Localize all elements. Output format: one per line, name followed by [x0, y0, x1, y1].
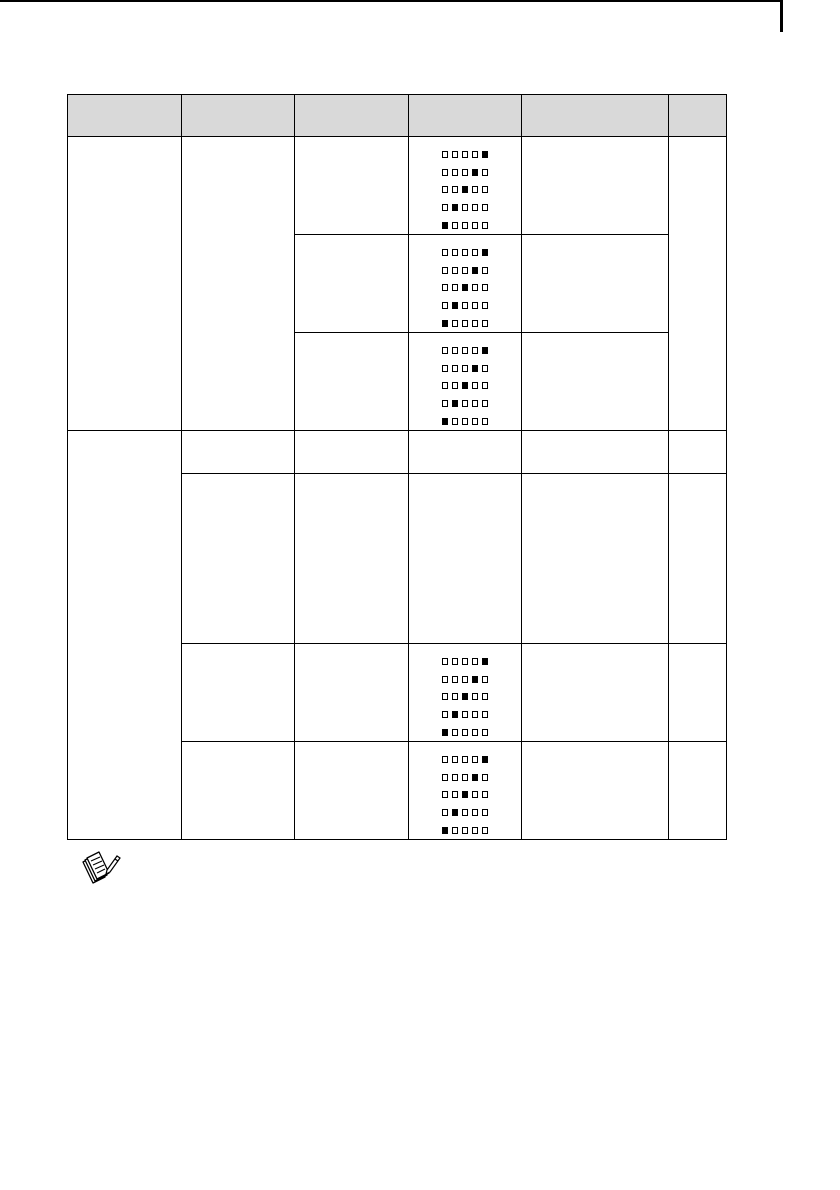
filled-square-icon [482, 249, 488, 256]
empty-square-icon [472, 382, 478, 389]
option-cell [295, 333, 409, 431]
empty-square-icon [462, 222, 468, 229]
filled-square-icon [442, 320, 448, 327]
level-step [442, 821, 521, 839]
option-cell [295, 742, 409, 840]
filled-square-icon [452, 809, 458, 816]
empty-square-icon [462, 676, 468, 683]
empty-square-icon [482, 400, 488, 407]
empty-square-icon [442, 693, 448, 700]
empty-square-icon [482, 418, 488, 425]
function-cell [182, 431, 295, 474]
level-indicator [409, 146, 521, 234]
empty-square-icon [452, 827, 458, 834]
empty-square-icon [452, 756, 458, 763]
empty-square-icon [452, 169, 458, 176]
option-cell [295, 235, 409, 333]
description-cell [522, 333, 669, 431]
empty-square-icon [482, 711, 488, 718]
filled-square-icon [442, 827, 448, 834]
description-cell [522, 742, 669, 840]
level-step [442, 804, 521, 822]
empty-square-icon [442, 204, 448, 211]
empty-square-icon [472, 693, 478, 700]
empty-square-icon [452, 222, 458, 229]
filled-square-icon [452, 711, 458, 718]
empty-square-icon [452, 365, 458, 372]
level-indicator-cell [409, 644, 522, 742]
empty-square-icon [482, 186, 488, 193]
empty-square-icon [462, 418, 468, 425]
page-cell [669, 431, 727, 474]
filled-square-icon [462, 382, 468, 389]
empty-square-icon [462, 827, 468, 834]
filled-square-icon [442, 729, 448, 736]
level-step [442, 412, 521, 430]
level-step [442, 751, 521, 769]
filled-square-icon [482, 756, 488, 763]
empty-square-icon [462, 347, 468, 354]
empty-square-icon [482, 774, 488, 781]
empty-square-icon [482, 320, 488, 327]
empty-square-icon [462, 267, 468, 274]
empty-square-icon [442, 676, 448, 683]
filled-square-icon [452, 204, 458, 211]
level-indicator-cell [409, 742, 522, 840]
empty-square-icon [472, 302, 478, 309]
filled-square-icon [452, 302, 458, 309]
empty-square-icon [472, 658, 478, 665]
level-step [442, 199, 521, 217]
level-step [442, 360, 521, 378]
level-indicator-cell [409, 333, 522, 431]
header-cell [409, 95, 522, 137]
note-pencil-icon [80, 850, 122, 886]
level-indicator-cell [409, 235, 522, 333]
filled-square-icon [482, 658, 488, 665]
empty-square-icon [442, 809, 448, 816]
empty-square-icon [472, 222, 478, 229]
filled-square-icon [472, 267, 478, 274]
empty-square-icon [452, 382, 458, 389]
empty-square-icon [452, 347, 458, 354]
level-cell [409, 431, 522, 474]
empty-square-icon [482, 284, 488, 291]
option-cell [295, 644, 409, 742]
level-step [442, 671, 521, 689]
empty-square-icon [472, 711, 478, 718]
empty-square-icon [462, 365, 468, 372]
option-cell [295, 137, 409, 235]
group-cell [68, 431, 182, 840]
empty-square-icon [452, 676, 458, 683]
empty-square-icon [472, 418, 478, 425]
empty-square-icon [482, 791, 488, 798]
empty-square-icon [482, 222, 488, 229]
page-cell [669, 644, 727, 742]
empty-square-icon [482, 267, 488, 274]
empty-square-icon [462, 711, 468, 718]
empty-square-icon [482, 693, 488, 700]
empty-square-icon [452, 320, 458, 327]
filled-square-icon [462, 186, 468, 193]
empty-square-icon [482, 809, 488, 816]
empty-square-icon [452, 267, 458, 274]
filled-square-icon [462, 284, 468, 291]
level-step [442, 653, 521, 671]
empty-square-icon [472, 756, 478, 763]
empty-square-icon [452, 693, 458, 700]
empty-square-icon [462, 400, 468, 407]
level-step [442, 297, 521, 315]
empty-square-icon [462, 809, 468, 816]
empty-square-icon [442, 791, 448, 798]
level-step [442, 279, 521, 297]
empty-square-icon [462, 169, 468, 176]
function-cell [182, 644, 295, 742]
empty-square-icon [442, 756, 448, 763]
level-step [442, 262, 521, 280]
settings-table [67, 94, 727, 840]
empty-square-icon [482, 382, 488, 389]
filled-square-icon [442, 222, 448, 229]
empty-square-icon [462, 204, 468, 211]
empty-square-icon [442, 774, 448, 781]
empty-square-icon [442, 284, 448, 291]
empty-square-icon [462, 249, 468, 256]
empty-square-icon [462, 658, 468, 665]
level-step [442, 314, 521, 332]
table-row [68, 137, 727, 235]
empty-square-icon [472, 249, 478, 256]
empty-square-icon [482, 204, 488, 211]
empty-square-icon [442, 302, 448, 309]
level-indicator-cell [409, 137, 522, 235]
level-step [442, 395, 521, 413]
empty-square-icon [462, 151, 468, 158]
empty-square-icon [452, 151, 458, 158]
empty-square-icon [442, 711, 448, 718]
empty-square-icon [442, 382, 448, 389]
empty-square-icon [452, 284, 458, 291]
table-header-row [68, 95, 727, 137]
empty-square-icon [442, 400, 448, 407]
filled-square-icon [472, 365, 478, 372]
level-indicator [409, 751, 521, 839]
filled-square-icon [482, 151, 488, 158]
empty-square-icon [442, 267, 448, 274]
empty-square-icon [442, 186, 448, 193]
top-rule-tab [780, 0, 783, 32]
description-cell [522, 137, 669, 235]
filled-square-icon [462, 791, 468, 798]
empty-square-icon [472, 320, 478, 327]
header-cell [669, 95, 727, 137]
description-cell [522, 474, 669, 644]
filled-square-icon [452, 400, 458, 407]
empty-square-icon [442, 249, 448, 256]
level-step [442, 342, 521, 360]
header-cell [182, 95, 295, 137]
table-row [68, 431, 727, 474]
empty-square-icon [472, 151, 478, 158]
page-cell [669, 137, 727, 431]
level-indicator [409, 653, 521, 741]
group-cell [68, 137, 182, 431]
empty-square-icon [452, 418, 458, 425]
empty-square-icon [442, 151, 448, 158]
empty-square-icon [472, 827, 478, 834]
empty-square-icon [442, 169, 448, 176]
level-indicator [409, 244, 521, 332]
empty-square-icon [452, 658, 458, 665]
level-step [442, 164, 521, 182]
page-cell [669, 742, 727, 840]
level-step [442, 786, 521, 804]
empty-square-icon [472, 729, 478, 736]
empty-square-icon [452, 729, 458, 736]
empty-square-icon [472, 791, 478, 798]
empty-square-icon [462, 729, 468, 736]
level-indicator [409, 342, 521, 430]
empty-square-icon [452, 791, 458, 798]
filled-square-icon [472, 169, 478, 176]
empty-square-icon [482, 169, 488, 176]
function-cell [182, 742, 295, 840]
level-step [442, 769, 521, 787]
filled-square-icon [462, 693, 468, 700]
empty-square-icon [442, 658, 448, 665]
level-step [442, 244, 521, 262]
description-cell [522, 235, 669, 333]
option-cell [295, 474, 409, 644]
empty-square-icon [472, 284, 478, 291]
empty-square-icon [462, 320, 468, 327]
level-step [442, 723, 521, 741]
filled-square-icon [482, 347, 488, 354]
description-cell [522, 431, 669, 474]
empty-square-icon [472, 400, 478, 407]
empty-square-icon [472, 809, 478, 816]
page-cell [669, 474, 727, 644]
empty-square-icon [482, 302, 488, 309]
empty-square-icon [462, 302, 468, 309]
empty-square-icon [462, 756, 468, 763]
empty-square-icon [472, 186, 478, 193]
header-cell [68, 95, 182, 137]
empty-square-icon [472, 204, 478, 211]
empty-square-icon [442, 365, 448, 372]
level-step [442, 216, 521, 234]
option-cell [295, 431, 409, 474]
level-step [442, 181, 521, 199]
empty-square-icon [482, 676, 488, 683]
level-step [442, 706, 521, 724]
header-cell [295, 95, 409, 137]
empty-square-icon [482, 827, 488, 834]
empty-square-icon [472, 347, 478, 354]
function-cell [182, 474, 295, 644]
filled-square-icon [472, 774, 478, 781]
empty-square-icon [482, 729, 488, 736]
filled-square-icon [442, 418, 448, 425]
filled-square-icon [472, 676, 478, 683]
empty-square-icon [482, 365, 488, 372]
function-cell [182, 137, 295, 431]
description-cell [522, 644, 669, 742]
top-rule [0, 0, 783, 2]
empty-square-icon [452, 249, 458, 256]
empty-square-icon [442, 347, 448, 354]
level-step [442, 377, 521, 395]
empty-square-icon [452, 774, 458, 781]
level-step [442, 146, 521, 164]
level-cell [409, 474, 522, 644]
header-cell [522, 95, 669, 137]
empty-square-icon [462, 774, 468, 781]
level-step [442, 688, 521, 706]
empty-square-icon [452, 186, 458, 193]
